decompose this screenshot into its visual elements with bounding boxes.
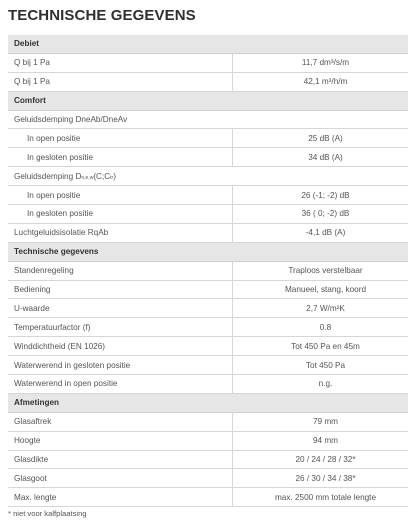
row-value: 42,1 m³/h/m [303,77,348,87]
row-value: 20 / 24 / 28 / 32* [295,455,356,465]
table-row [8,205,408,224]
table-row [8,451,408,470]
table-row [8,54,408,73]
row-value: Traploos verstelbaar [288,266,363,276]
row-value: 36 ( 0; -2) dB [301,209,350,219]
section-header-afmetingen [8,394,408,413]
row-label: Hoogte [8,432,233,450]
row-value: 94 mm [312,436,339,446]
section-header-comfort [8,92,408,111]
section-title: Debiet [14,39,40,49]
label-main: Geluidsdemping D [14,171,82,181]
row-label: Bediening [8,281,233,299]
table-row [8,186,408,205]
table-row [8,337,408,356]
row-value: Tot 450 Pa en 45m [291,341,360,351]
row-label: Standenregeling [8,262,233,280]
row-value: 34 dB (A) [308,152,343,162]
table-row [8,413,408,432]
spec-table [8,35,408,507]
label-end: ) [113,171,116,181]
row-label: Glasgoot [8,469,233,487]
row-label: Glasaftrek [8,413,233,431]
row-label: Waterwerend in open positie [8,375,233,393]
row-value: 0.8 [319,322,332,332]
row-label: Q bij 1 Pa [8,73,233,91]
row-label: Geluidsdemping DneAb/DneAv [14,115,128,124]
table-row [8,281,408,300]
table-row [8,129,408,148]
footnote: * niet voor kalfplaatsing [8,509,87,518]
table-row [8,224,408,243]
label-paren: (C;C [93,171,111,181]
row-value: -4,1 dB (A) [305,228,346,238]
row-label: In open positie [8,129,233,147]
row-value: 25 dB (A) [308,133,343,143]
row-value: Manueel, stang, koord [284,285,366,295]
label-subscript: n,e,w [81,175,94,182]
row-value: max. 2500 mm totale lengte [274,492,377,502]
row-label: In gesloten positie [8,205,233,223]
row-value: 79 mm [312,417,339,427]
row-value: 26 (-1; -2) dB [301,190,350,200]
table-row [8,318,408,337]
table-row [8,375,408,394]
table-row [8,111,408,130]
row-value: n.g. [318,379,333,389]
row-label: U-waarde [8,299,233,317]
table-row [8,356,408,375]
table-row [8,262,408,281]
row-label: Max. lengte [8,488,233,506]
row-label: In open positie [8,186,233,204]
row-label: In gesloten positie [8,148,233,166]
table-row [8,167,408,186]
row-value: Tot 450 Pa [305,360,346,370]
row-label: Q bij 1 Pa [8,54,233,72]
row-value: 11,7 dm³/s/m [301,58,350,68]
row-label: Luchtgeluidsisolatie RqAb [8,224,233,242]
page-title: TECHNISCHE GEGEVENS [8,7,196,24]
label-subscript: tr [110,175,114,182]
row-label: Winddichtheid (EN 1026) [8,337,233,355]
row-value: 26 / 30 / 34 / 38* [295,473,356,483]
section-title: Technische gegevens [14,247,99,257]
section-header-technische [8,243,408,262]
row-label: Temperatuurfactor (f) [8,318,233,336]
table-row [8,73,408,92]
table-row [8,469,408,488]
row-label: Glasdikte [8,451,233,469]
row-label: Waterwerend in gesloten positie [8,356,233,374]
table-row [8,432,408,451]
section-title: Comfort [14,96,46,106]
row-value: 2,7 W/m²K [306,303,345,313]
table-row [8,148,408,167]
table-row [8,299,408,318]
row-label [8,167,233,185]
table-row [8,488,408,507]
section-title: Afmetingen [14,398,60,408]
section-header-debiet [8,35,408,54]
